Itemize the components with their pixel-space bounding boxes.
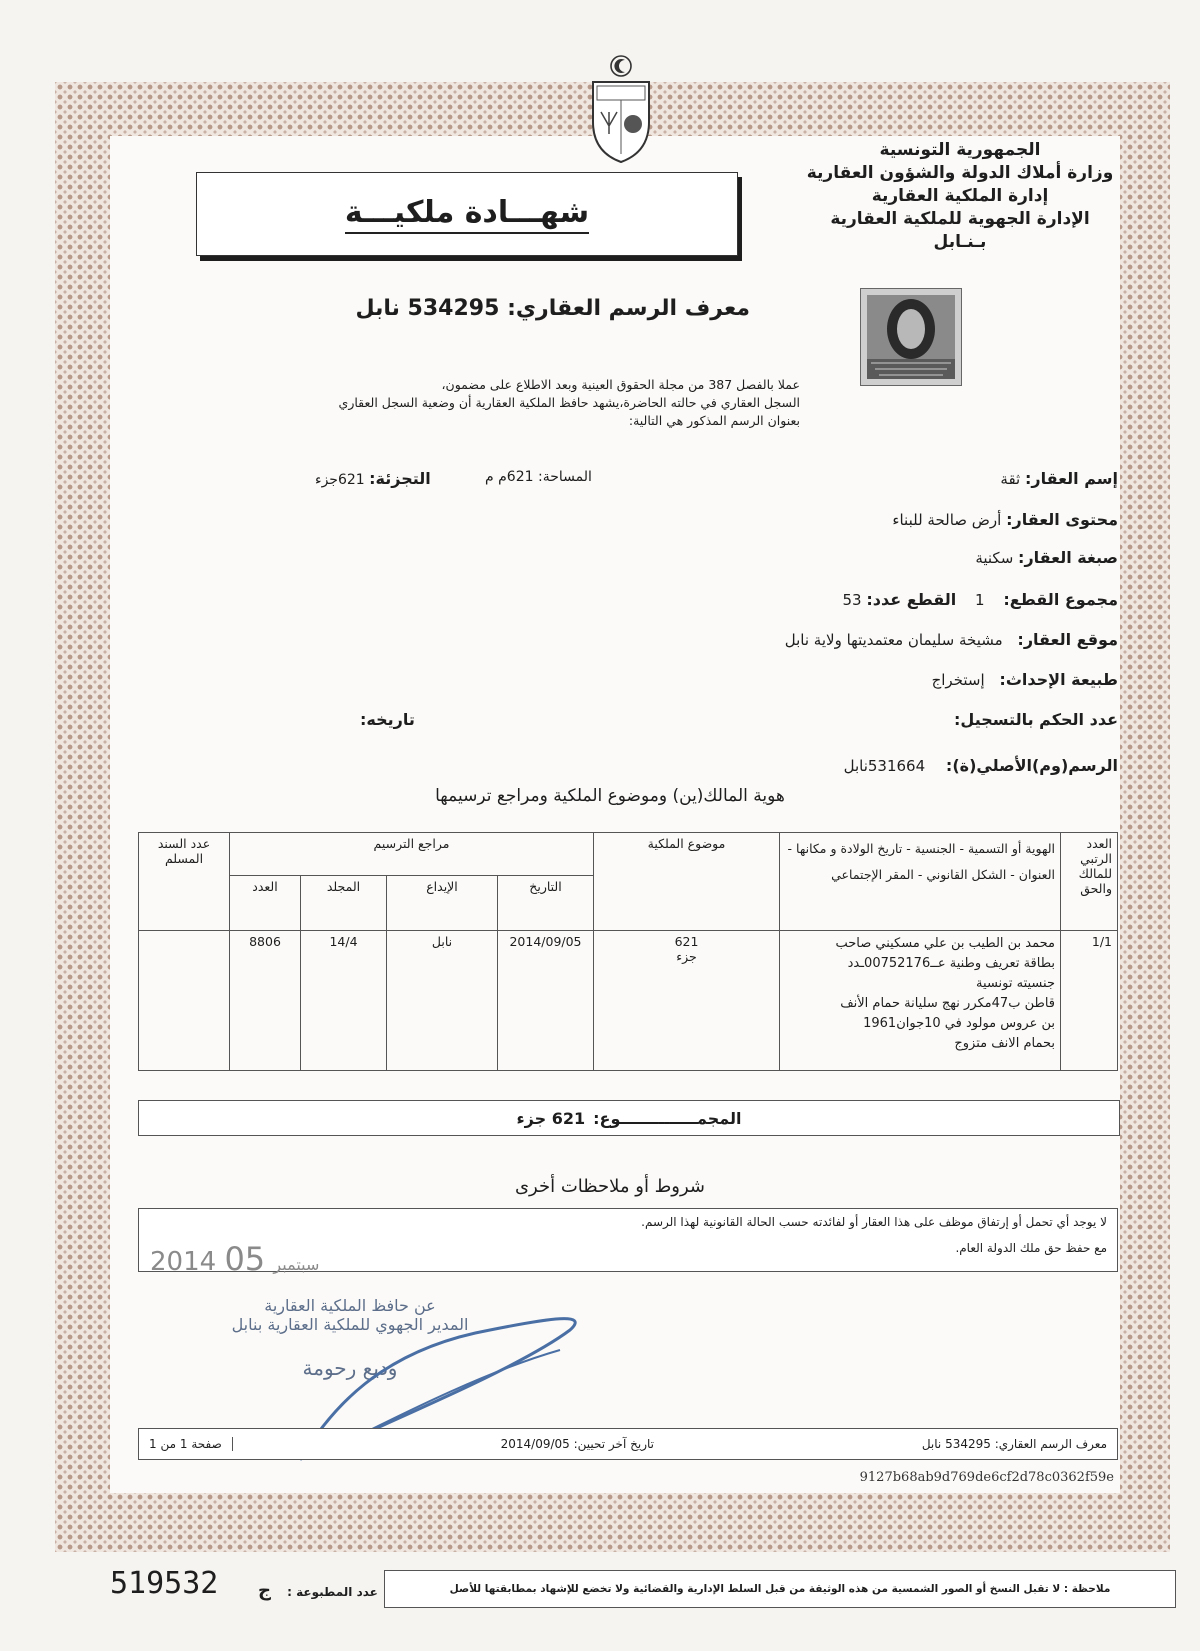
partition-label: التجزئة:: [369, 469, 431, 488]
footer-bar: [138, 1428, 1118, 1460]
header-date: التاريخ: [498, 876, 594, 931]
judgment-label: عدد الحكم بالتسجيل:: [954, 710, 1118, 729]
agency-logo: [860, 288, 962, 386]
lots-row: [843, 590, 1118, 609]
certificate-title: شهـــادة ملكيـــة: [345, 195, 589, 234]
printed-label: عدد المطبوعة :: [287, 1585, 378, 1599]
property-type-value: سكنية: [975, 549, 1014, 567]
coat-of-arms-emblem: [585, 52, 657, 170]
title-identifier: [250, 296, 750, 321]
cell-date: 2014/09/05: [498, 931, 594, 1071]
property-name-label: إسم العقار:: [1025, 469, 1118, 488]
condition-line: مع حفظ حق ملك الدولة العام.: [955, 1241, 1107, 1255]
regional-city: بـنـابل: [933, 232, 987, 252]
origin-label: طبيعة الإحداث:: [999, 670, 1118, 689]
signature-line: المدير الجهوي للملكية العقارية بنابل: [231, 1315, 469, 1334]
condition-line: لا يوجد أي تحمل أو إرتفاق موظف على هذا العقار أو لفائدته حسب الحالة القانونية لهذا الرسم.: [641, 1215, 1107, 1229]
footer-last-update: تاريخ آخر تحيين: 2014/09/05: [500, 1437, 654, 1451]
table-row: [139, 931, 1118, 1071]
cell-subject: [594, 931, 780, 1071]
content-value: أرض صالحة للبناء: [892, 511, 1002, 529]
location-label: موقع العقار:: [1017, 630, 1118, 649]
title-id-label: معرف الرسم العقاري:: [507, 296, 750, 321]
partition-row: [315, 469, 431, 488]
bottom-note: ملاحظة : لا تقبل النسخ أو الصور الشمسية من هذه الوثيقة من قبل السلط الإدارية والقضائية ولا تخضع للإشهاد بمطابقتها للأصل: [384, 1570, 1176, 1608]
header-number: العدد: [230, 876, 301, 931]
owners-heading: هوية المالك(ين) وموضوع الملكية ومراجع ترسيمها: [435, 786, 785, 806]
lots-value: 1: [975, 591, 985, 609]
origin-value: إستخراج: [931, 671, 985, 689]
header-volume: المجلد: [301, 876, 387, 931]
property-name-value: ثقة: [1000, 470, 1021, 488]
intro-line: السجل العقاري في حالته الحاضرة،يشهد حافظ الملكية العقارية أن وضعية السجل العقاري: [338, 395, 800, 410]
original-title-row: [844, 756, 1118, 775]
cell-number: 8806: [230, 931, 301, 1071]
lot-number-label: القطع عدد:: [866, 590, 957, 609]
lot-number-value: 53: [842, 591, 862, 609]
stamp-day: 05: [224, 1240, 266, 1278]
header-deposit: الإيداع: [387, 876, 498, 931]
area-value: 621م م: [485, 469, 534, 485]
conditions-heading: شروط أو ملاحظات أخرى: [514, 1176, 706, 1197]
header-docs: عدد السند المسلم: [139, 833, 230, 931]
cell-volume: 14/4: [301, 931, 387, 1071]
identity-line: قاطن ب47مكرر نهج سليانة حمام الأنف: [840, 996, 1055, 1011]
original-title-value: 531664نابل: [843, 757, 926, 775]
subject-unit: جزء: [676, 949, 697, 964]
owners-table: [138, 832, 1118, 1071]
printed-letter: ج: [258, 1580, 271, 1601]
signature-name: وديع رحومة: [302, 1356, 398, 1380]
partition-value: 621جزء: [315, 472, 365, 488]
serial-number: 519532: [110, 1566, 219, 1601]
location-row: [785, 630, 1118, 649]
stamp-month: سبتمبر: [273, 1255, 320, 1274]
original-title-label: الرسم(وم)الأصلي(ة):: [945, 756, 1118, 775]
document-hash: 9127b68ab9d769de6cf2d78c0362f59e: [859, 1470, 1114, 1485]
subject-value: 621: [674, 934, 699, 949]
judgment-row: [954, 710, 1118, 729]
total-box: [138, 1100, 1120, 1136]
identity-line: بحمام الانف متزوج: [954, 1036, 1055, 1051]
regional-directorate: الإدارة الجهوية للملكية العقارية: [830, 209, 1090, 229]
signature-line: عن حافظ الملكية العقارية: [264, 1296, 436, 1315]
document-body: [110, 136, 1120, 1493]
identity-line: جنسيته تونسية: [976, 976, 1055, 991]
intro-line: بعنوان الرسم المذكور هي التالية:: [628, 413, 800, 428]
total-label: المجمــــــــــــــوع:: [593, 1108, 742, 1128]
content-label: محتوى العقار:: [1006, 510, 1118, 529]
area-row: [485, 469, 592, 485]
footer-page: صفحة 1 من 1: [149, 1437, 233, 1451]
printed-form-row: [258, 1580, 378, 1601]
header-references: مراجع الترسيم: [230, 833, 594, 876]
origin-row: [932, 670, 1118, 689]
department-name: إدارة الملكية العقارية: [871, 186, 1049, 206]
intro-line: عملا بالفصل 387 من مجلة الحقوق العينية وبعد الاطلاع على مضمون،: [441, 377, 800, 392]
lots-label: مجموع القطع:: [1003, 590, 1118, 609]
cell-identity: [780, 931, 1061, 1071]
date-stamp: [150, 1240, 319, 1278]
header-identity: الهوية أو التسمية - الجنسية - تاريخ الولادة و مكانها - العنوان - الشكل القانوني - المقر الإجتماعي: [780, 833, 1061, 931]
identity-line: بن عروس مولود في 10جوان1961: [863, 1016, 1055, 1031]
identity-line: بطاقة تعريف وطنية عــ00752176ـدد: [847, 956, 1055, 971]
cell-docs: [139, 931, 230, 1071]
footer-title-ref: معرف الرسم العقاري: 534295 نابل: [921, 1437, 1107, 1451]
location-value: مشيخة سليمان معتمديتها ولاية نابل: [784, 631, 1003, 649]
header-subject: موضوع الملكية: [594, 833, 780, 931]
judgment-date-label: تاريخه:: [360, 710, 415, 729]
republic-name: الجمهورية التونسية: [879, 140, 1041, 160]
cell-deposit: نابل: [387, 931, 498, 1071]
property-name-row: [1000, 469, 1118, 488]
ministry-name: وزارة أملاك الدولة والشؤون العقارية: [806, 163, 1114, 183]
title-id-value: 534295 نابل: [355, 296, 500, 321]
stamp-year: 2014: [150, 1247, 217, 1277]
certificate-title-box: [196, 172, 738, 256]
intro-paragraph: [250, 376, 800, 430]
property-type-label: صبغة العقار:: [1018, 548, 1118, 567]
property-type-row: [975, 548, 1118, 567]
content-row: [892, 510, 1118, 529]
area-label: المساحة:: [537, 469, 592, 485]
cell-rank: 1/1: [1061, 931, 1118, 1071]
identity-line: محمد بن الطيب بن علي مسكيني صاحب: [835, 936, 1055, 951]
header-rank: العدد الرتبي للمالك والحق: [1061, 833, 1118, 931]
total-value: 621 جزء: [516, 1108, 586, 1128]
